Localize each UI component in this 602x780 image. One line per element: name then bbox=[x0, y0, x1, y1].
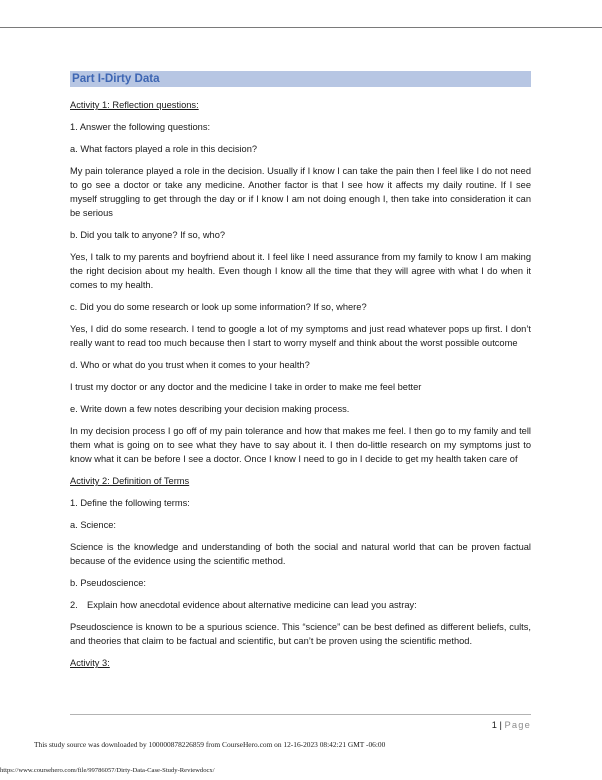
activity-heading bbox=[70, 98, 531, 112]
paragraph: 1. Answer the following questions: bbox=[70, 122, 211, 132]
document-body bbox=[70, 71, 531, 678]
section-heading: Part I-Dirty Data bbox=[70, 71, 531, 87]
paragraph: d. Who or what do you trust when it comes to your health? bbox=[70, 360, 310, 370]
question-number: 2. bbox=[70, 600, 78, 610]
paragraph: a. What factors played a role in this decision? bbox=[70, 144, 258, 154]
paragraph: Yes, I did do some research. I tend to google a lot of my symptoms and just read whatever pops up first. I don’t really want to read too much because then I start to worry myself and think about the worst possible outcome bbox=[70, 324, 531, 348]
footer-divider bbox=[70, 714, 531, 715]
activity-heading bbox=[70, 474, 531, 488]
activity-heading bbox=[70, 656, 531, 670]
page-number-value: 1 bbox=[491, 720, 497, 730]
download-source-notice: This study source was downloaded by 100000878226859 from CourseHero.com on 12-16-2023 08:42:21 GMT -06:00 bbox=[34, 740, 386, 749]
paragraph: Yes, I talk to my parents and boyfriend about it. I feel like I need assurance from my family to know I am making the right decision about my health. Even though I know all the time that they will agree with what I do when it comes to my health. bbox=[70, 252, 531, 290]
paragraph: Science is the knowledge and understanding of both the social and natural world that can be proven factual because of the evidence using the scientific method. bbox=[70, 542, 531, 566]
activity-heading-text: Activity 2: Definition of Terms bbox=[70, 476, 190, 486]
page-number bbox=[492, 719, 531, 731]
paragraph: I trust my doctor or any doctor and the medicine I take in order to make me feel better bbox=[70, 382, 422, 392]
page-number-separator: | bbox=[496, 720, 505, 730]
paragraph: Pseudoscience is known to be a spurious science. This “science” can be best defined as different beliefs, cults, and theories that claim to be factual and scientific, but can’t be proven using the scientific method. bbox=[70, 622, 531, 646]
paragraph: e. Write down a few notes describing your decision making process. bbox=[70, 404, 350, 414]
paragraph: b. Pseudoscience: bbox=[70, 578, 146, 588]
paragraph: My pain tolerance played a role in the decision. Usually if I know I can take the pain then I feel like I do not need to go see a doctor or take any medicine. Another factor is that I see how it affects my daily routine. If I see myself struggling to get through the day or if I know I am not doing enough I, then take into consideration it can be serious bbox=[70, 166, 531, 218]
paragraph: a. Science: bbox=[70, 520, 116, 530]
paragraph: In my decision process I go off of my pain tolerance and how that makes me feel. I then go to my family and tell them what is going on to see what they have to say about it. I then do-little research on my symptoms just to know what it can be before I see a doctor. Once I know I need to go in I decide to get my health taken care of bbox=[70, 426, 531, 464]
numbered-question bbox=[70, 598, 531, 612]
paragraph: b. Did you talk to anyone? If so, who? bbox=[70, 230, 226, 240]
paragraph: 1. Define the following terms: bbox=[70, 498, 190, 508]
paragraph: c. Did you do some research or look up some information? If so, where? bbox=[70, 302, 367, 312]
activity-heading-text: Activity 1: Reflection questions: bbox=[70, 100, 199, 110]
question-text: Explain how anecdotal evidence about alternative medicine can lead you astray: bbox=[87, 600, 417, 610]
top-divider bbox=[0, 27, 602, 28]
document-blocks bbox=[70, 98, 531, 670]
page-word: Page bbox=[504, 720, 531, 730]
source-url: https://www.coursehero.com/file/99786057/Dirty-Data-Case-Study-Reviewdocx/ bbox=[0, 767, 215, 774]
activity-heading-text: Activity 3: bbox=[70, 658, 110, 668]
